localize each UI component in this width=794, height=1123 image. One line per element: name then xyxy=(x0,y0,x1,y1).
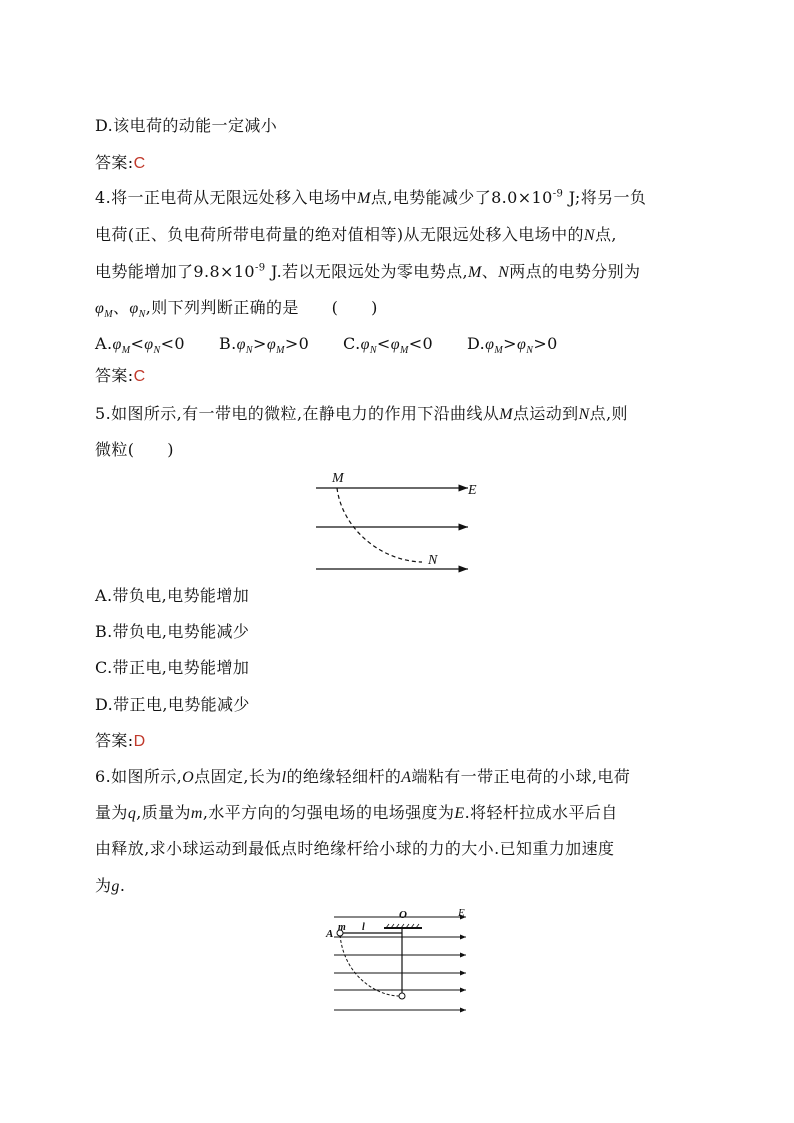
q4-option-b: $B.\varphi_N>\varphi_M>0$ xyxy=(219,334,310,357)
q3-option-d: D.该电荷的动能一定减小 xyxy=(95,116,278,135)
label-m: M xyxy=(332,471,344,486)
q4-stem-line-3: 电势能增加了$9.8\times 10^{-9}$ J.若以无限远处为零电势点,M、N两点的电势分别为 xyxy=(95,262,641,281)
answer-label: 答案: xyxy=(95,153,134,172)
q4-option-a: $A.\varphi_M<\varphi_N<0$ xyxy=(95,334,185,357)
answer-value: C xyxy=(133,368,146,385)
q5-option-c: C.带正电,电势能增加 xyxy=(95,658,250,677)
q5-stem-line-2: 微粒( ) xyxy=(95,440,174,459)
answer-label: 答案: xyxy=(95,731,134,750)
ball-trajectory xyxy=(340,935,399,996)
ball-end xyxy=(399,993,405,999)
q5-stem-line-1: 5.如图所示,有一带电的微粒,在静电力的作用下沿曲线从M点运动到N点,则 xyxy=(95,404,628,423)
label-m: m xyxy=(338,922,346,933)
q5-option-b: B.带负电,电势能减少 xyxy=(95,622,250,641)
q4-answer xyxy=(95,366,146,387)
q4-stem-line-4: $\varphi_M$、$\varphi_N$,则下列判断正确的是 ( ) xyxy=(95,298,378,321)
q4-option-c: $C.\varphi_N<\varphi_M<0$ xyxy=(343,334,434,357)
q4-stem-line-2: 电荷(正、负电荷所带电荷量的绝对值相等)从无限远处移入电场中的N点, xyxy=(95,225,617,244)
q5-answer xyxy=(95,731,146,752)
q6-stem-line-2: 量为q,质量为m,水平方向的匀强电场的电场强度为E.将轻杆拉成水平后自 xyxy=(95,803,618,822)
q3-answer xyxy=(95,153,146,174)
q4-option-d: $D.\varphi_M>\varphi_N>0$ xyxy=(467,334,558,357)
label-n: N xyxy=(428,553,438,568)
q4-stem-line-1: 4.将一正电荷从无限远处移入电场中M点,电势能减少了$8.0\times 10^{-9}$ J;将另一负 xyxy=(95,188,647,207)
q5-field-figure xyxy=(310,466,480,576)
answer-value: D xyxy=(133,733,146,750)
q6-stem-line-1: 6.如图所示,O点固定,长为l的绝缘轻细杆的A端粘有一带正电荷的小球,电荷 xyxy=(95,767,631,786)
answer-value: C xyxy=(133,155,146,172)
q6-stem-line-3: 由释放,求小球运动到最低点时绝缘杆给小球的力的大小.已知重力加速度 xyxy=(95,839,615,858)
label-l: l xyxy=(362,922,365,933)
label-e: E xyxy=(468,483,477,498)
label-e: E xyxy=(458,907,465,919)
answer-label: 答案: xyxy=(95,366,134,385)
q6-rod-figure xyxy=(322,906,472,1016)
particle-trajectory xyxy=(337,488,422,562)
q4-options xyxy=(95,334,591,355)
label-a: A xyxy=(326,928,334,940)
q5-option-d: D.带正电,电势能减少 xyxy=(95,695,250,714)
q6-stem-line-4: 为g. xyxy=(95,876,126,895)
q5-option-a: A.带负电,电势能增加 xyxy=(95,586,250,605)
label-o: O xyxy=(399,909,407,921)
